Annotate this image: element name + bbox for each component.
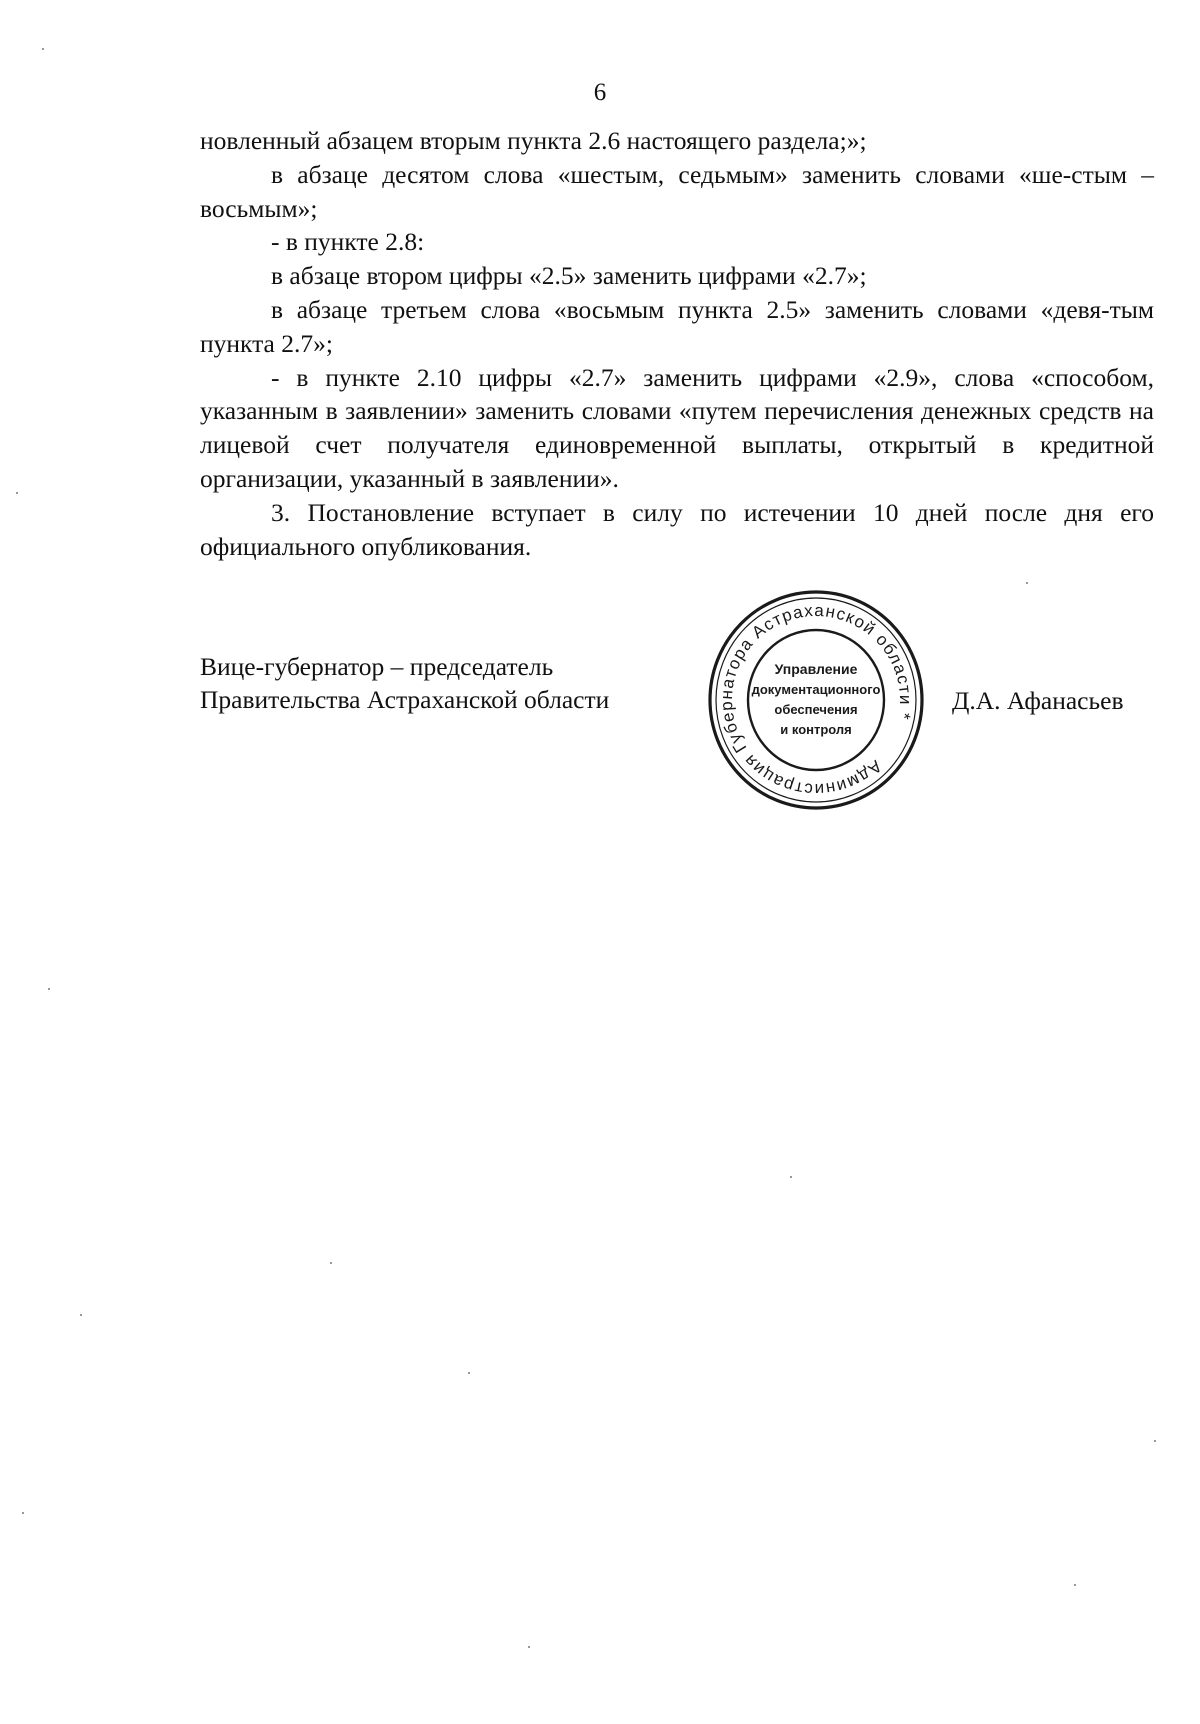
document-body [200, 124, 1154, 563]
scan-speck [80, 1314, 82, 1316]
paragraph-point-2-8: - в пункте 2.8: [271, 227, 425, 257]
scan-speck [468, 1372, 470, 1374]
scan-speck [790, 1176, 792, 1178]
scan-speck [16, 492, 18, 494]
signer-title-line-1: Вице-губернатор – председатель [200, 652, 554, 681]
svg-text:Администрация Губернатора Астр [706, 588, 926, 812]
paragraph-third-abzac: в абзаце третьем слова «восьмым пункта 2.5» заменить словами «девя-тым пункта 2.7»; [200, 294, 1154, 358]
official-seal-stamp [706, 588, 926, 812]
seal-inner-line-2: документационного [751, 682, 881, 697]
seal-inner-line-1: Управление [774, 661, 858, 677]
scan-speck [1154, 1440, 1156, 1442]
scan-speck [48, 988, 50, 990]
paragraph-second-abzac: в абзаце втором цифры «2.5» заменить цифрами «2.7»; [271, 261, 867, 291]
scan-speck [330, 1262, 332, 1264]
scan-speck [22, 1512, 24, 1514]
page-number: 6 [593, 79, 607, 106]
seal-outer-text: Администрация Губернатора Астраханской области * [716, 600, 916, 800]
signer-name: Д.А. Афанасьев [952, 686, 1124, 715]
paragraph-tenth-abzac: в абзаце десятом слова «шестым, седьмым» заменить словами «ше-стым – восьмым»; [200, 159, 1154, 223]
scan-speck [42, 48, 44, 50]
scan-speck [1026, 582, 1028, 584]
paragraph-continuation: новленный абзацем вторым пункта 2.6 настоящего раздела;»; [200, 126, 867, 155]
signature-position [200, 650, 609, 716]
paragraph-effective-date: 3. Постановление вступает в силу по истечении 10 дней после дня его официального опубликования. [200, 497, 1154, 561]
seal-inner-line-3: обеспечения [774, 702, 858, 717]
seal-inner-line-4: и контроля [780, 722, 852, 737]
signer-title-line-2: Правительства Астраханской области [200, 685, 610, 714]
paragraph-point-2-10: - в пункте 2.10 цифры «2.7» заменить цифрами «2.9», слова «способом, указанным в заявлении» заменить словами «путем перечисления денежных средств на лицевой счет получателя единовременной выплаты, открытый в кредитной организации, указанный в заявлении». [200, 362, 1154, 493]
scan-speck [1074, 1584, 1076, 1586]
scan-speck [528, 1646, 530, 1648]
